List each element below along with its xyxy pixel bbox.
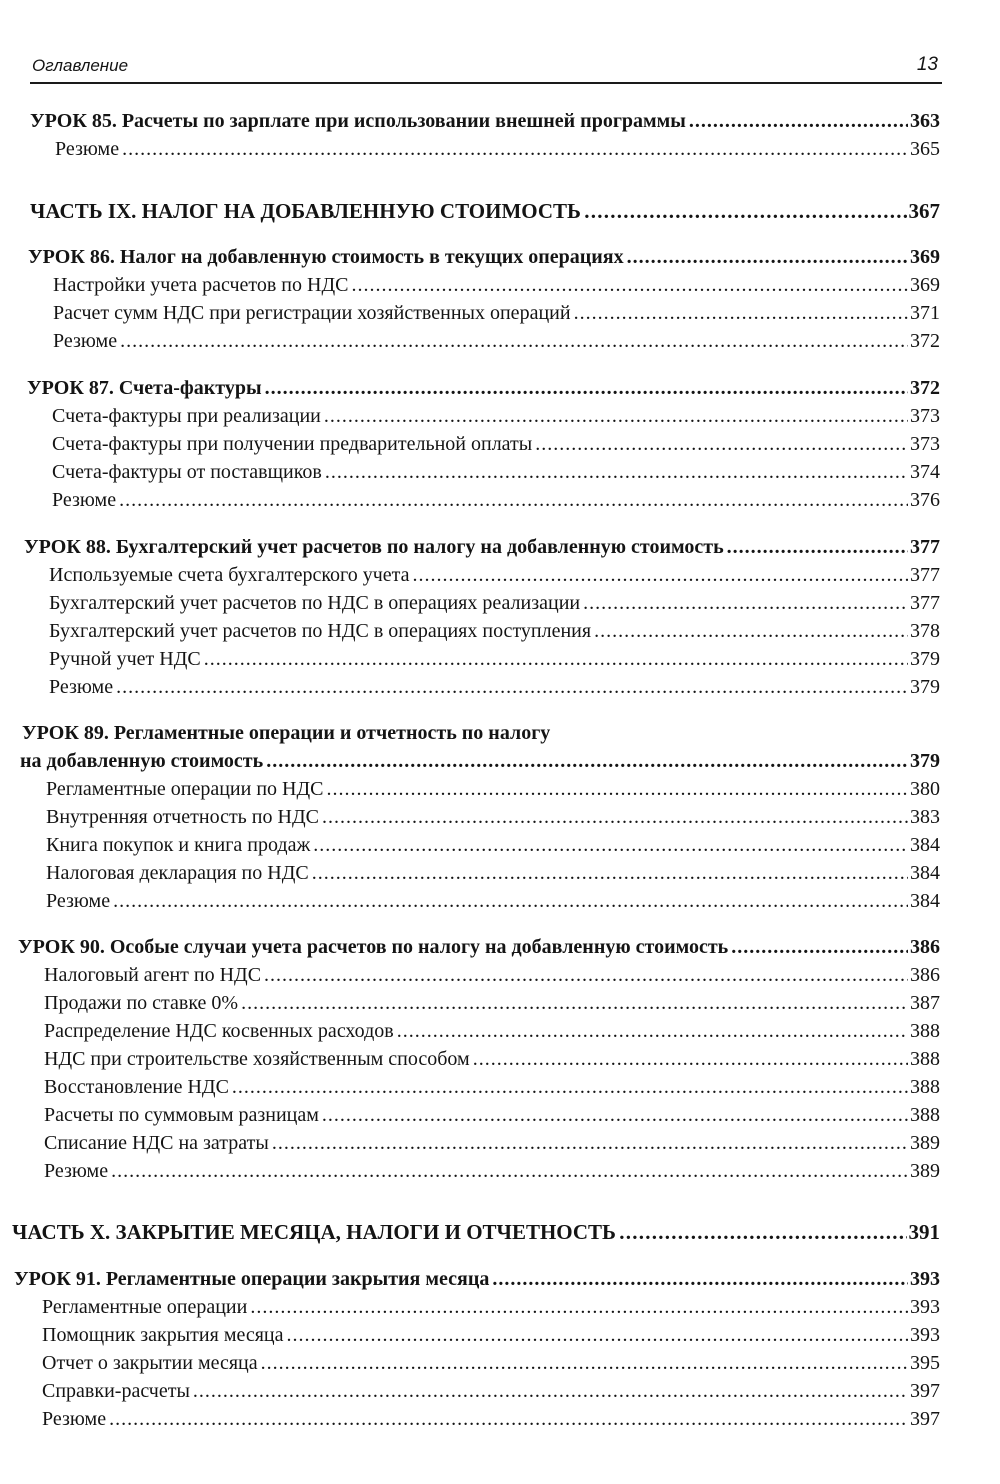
toc-section[interactable]	[44, 1017, 940, 1045]
toc-entry-title: Счета-фактуры при получении предварительной оплаты . . .	[52, 430, 940, 458]
toc-entry-page: 393	[908, 1293, 940, 1321]
toc-entry-title: УРОК 86. Налог на добавленную стоимость в текущих операциях . . .	[28, 243, 940, 271]
toc-entry-page: 387	[908, 989, 940, 1017]
toc-entry-page: 377	[908, 561, 940, 589]
toc-section[interactable]	[52, 486, 940, 514]
toc-entry-title: Счета-фактуры от поставщиков . . .	[52, 458, 940, 486]
toc-entry-page: 372	[908, 374, 940, 402]
toc-lesson-89[interactable]	[20, 747, 940, 775]
toc-section[interactable]	[42, 1349, 940, 1377]
toc-section[interactable]	[44, 1101, 940, 1129]
toc-section[interactable]	[44, 1129, 940, 1157]
toc-entry-page: 379	[908, 747, 940, 775]
toc-section[interactable]	[42, 1321, 940, 1349]
toc-entry-title: Справки-расчеты . . .	[42, 1377, 940, 1405]
toc-lesson-91[interactable]	[14, 1265, 940, 1293]
running-title: Оглавление	[32, 56, 129, 75]
toc-entry-title: УРОК 88. Бухгалтерский учет расчетов по налогу на добавленную стоимость . . .	[24, 533, 940, 561]
toc-entry-page: 365	[908, 135, 940, 163]
toc-entry-title: Восстановление НДС . . .	[44, 1073, 940, 1101]
toc-entry-title: Налоговый агент по НДС . . .	[44, 961, 940, 989]
toc-entry-title: на добавленную стоимость . . .	[20, 747, 940, 775]
toc-lesson-86[interactable]	[28, 243, 940, 271]
toc-entry-page: 388	[908, 1017, 940, 1045]
toc-entry-title: Книга покупок и книга продаж . . .	[46, 831, 940, 859]
toc-entry-page: 374	[908, 458, 940, 486]
toc-lesson-90[interactable]	[18, 933, 940, 961]
toc-entry-title: Регламентные операции . . .	[42, 1293, 940, 1321]
toc-entry-page: 397	[908, 1377, 940, 1405]
toc-entry-title: НДС при строительстве хозяйственным способом . . .	[44, 1045, 940, 1073]
toc-entry-title: Отчет о закрытии месяца . . .	[42, 1349, 940, 1377]
toc-entry-page: 395	[908, 1349, 940, 1377]
toc-entry-page: 384	[908, 859, 940, 887]
toc-entry-page: 379	[908, 673, 940, 701]
toc-section[interactable]	[46, 859, 940, 887]
toc-section[interactable]	[49, 617, 940, 645]
toc-entry-page: 384	[908, 887, 940, 915]
toc-entry-title: Расчет сумм НДС при регистрации хозяйственных операций . . .	[53, 299, 940, 327]
toc-part-9[interactable]	[30, 197, 940, 225]
toc-lesson-87[interactable]	[27, 374, 940, 402]
toc-entry-page: 369	[908, 271, 940, 299]
toc-entry-title: Продажи по ставке 0% . . .	[44, 989, 940, 1017]
toc-entry-page: 391	[908, 1220, 940, 1244]
toc-entry-title: Распределение НДС косвенных расходов . . .	[44, 1017, 940, 1045]
toc-entry-page: 386	[908, 961, 940, 989]
toc-entry-title: ЧАСТЬ IX. НАЛОГ НА ДОБАВЛЕННУЮ СТОИМОСТЬ . . .	[30, 197, 940, 225]
toc-entry-title: УРОК 85. Расчеты по зарплате при использовании внешней программы . . .	[30, 107, 940, 135]
toc-entry-title: Внутренняя отчетность по НДС . . .	[46, 803, 940, 831]
toc-entry-title: Резюме . . .	[55, 135, 940, 163]
toc-section[interactable]	[49, 673, 940, 701]
toc-entry-title: Резюме . . .	[49, 673, 940, 701]
toc-entry-page: 386	[908, 933, 940, 961]
toc-section[interactable]	[53, 299, 940, 327]
toc-entry-title: Резюме . . .	[42, 1405, 940, 1433]
toc-entry-title: Резюме . . .	[44, 1157, 940, 1185]
toc-section[interactable]	[44, 1157, 940, 1185]
toc-entry-page: 393	[908, 1321, 940, 1349]
toc-entry-title: Расчеты по суммовым разницам . . .	[44, 1101, 940, 1129]
toc-entry-title: Резюме . . .	[46, 887, 940, 915]
toc-entry-page: 388	[908, 1073, 940, 1101]
toc-section[interactable]	[53, 327, 940, 355]
toc-section[interactable]	[53, 271, 940, 299]
toc-entry-title: Резюме . . .	[52, 486, 940, 514]
toc-entry-title: Бухгалтерский учет расчетов по НДС в операциях реализации . . .	[49, 589, 940, 617]
toc-entry-page: 376	[908, 486, 940, 514]
toc-entry-page: 367	[908, 199, 940, 223]
toc-lesson-88[interactable]	[24, 533, 940, 561]
toc-entry-title: Резюме . . .	[53, 327, 940, 355]
toc-entry-page: 377	[908, 589, 940, 617]
toc-section[interactable]	[44, 1073, 940, 1101]
toc-entry-title: Ручной учет НДС . . .	[49, 645, 940, 673]
toc-entry-title: Помощник закрытия месяца . . .	[42, 1321, 940, 1349]
toc-entry-page: 389	[908, 1129, 940, 1157]
toc-entry-page: 384	[908, 831, 940, 859]
toc-entry-page: 389	[908, 1157, 940, 1185]
toc-entry-page: 373	[908, 402, 940, 430]
toc-entry-page: 363	[908, 107, 940, 135]
toc-entry-title: Списание НДС на затраты . . .	[44, 1129, 940, 1157]
toc-entry-page: 393	[908, 1265, 940, 1293]
toc-section[interactable]	[49, 589, 940, 617]
toc-entry-title: УРОК 87. Счета-фактуры . . .	[27, 374, 940, 402]
toc-section[interactable]	[42, 1405, 940, 1433]
toc-section[interactable]	[46, 775, 940, 803]
toc-section[interactable]	[46, 887, 940, 915]
toc-section[interactable]	[49, 561, 940, 589]
toc-section[interactable]	[46, 803, 940, 831]
page-number: 13	[916, 54, 938, 75]
toc-entry-page: 377	[908, 533, 940, 561]
toc-entry-title: УРОК 90. Особые случаи учета расчетов по налогу на добавленную стоимость . . .	[18, 933, 940, 961]
toc-entry-page: 388	[908, 1045, 940, 1073]
toc-entry-page: 373	[908, 430, 940, 458]
toc-entry-page: 388	[908, 1101, 940, 1129]
toc-section[interactable]	[42, 1293, 940, 1321]
toc-entry-title: Настройки учета расчетов по НДС . . .	[53, 271, 940, 299]
toc-lesson-85[interactable]	[30, 107, 940, 135]
toc-section[interactable]	[42, 1377, 940, 1405]
toc-entry-title: Регламентные операции по НДС . . .	[46, 775, 940, 803]
toc-entry-page: 369	[908, 243, 940, 271]
toc-section[interactable]	[44, 961, 940, 989]
toc-entry-page: 379	[908, 645, 940, 673]
toc-lesson-89-line1[interactable]: УРОК 89. Регламентные операции и отчетность по налогу	[22, 722, 551, 744]
toc-section[interactable]	[44, 1045, 940, 1073]
toc-section[interactable]	[49, 645, 940, 673]
toc-entry-page: 378	[908, 617, 940, 645]
toc-entry-page: 383	[908, 803, 940, 831]
toc-entry-page: 372	[908, 327, 940, 355]
toc-section[interactable]	[52, 430, 940, 458]
toc-section[interactable]	[46, 831, 940, 859]
toc-entry-title: Счета-фактуры при реализации . . .	[52, 402, 940, 430]
toc-section[interactable]	[44, 989, 940, 1017]
toc-entry-title: Используемые счета бухгалтерского учета . . .	[49, 561, 940, 589]
toc-section[interactable]	[52, 402, 940, 430]
toc-entry-title: Бухгалтерский учет расчетов по НДС в операциях поступления . . .	[49, 617, 940, 645]
toc-part-10[interactable]	[12, 1218, 940, 1246]
toc-entry-title: ЧАСТЬ X. ЗАКРЫТИЕ МЕСЯЦА, НАЛОГИ И ОТЧЕТНОСТЬ . . .	[12, 1218, 940, 1246]
toc-entry-title: Налоговая декларация по НДС . . .	[46, 859, 940, 887]
toc-entry-page: 380	[908, 775, 940, 803]
toc-entry-title: УРОК 91. Регламентные операции закрытия месяца . . .	[14, 1265, 940, 1293]
toc-entry-page: 371	[908, 299, 940, 327]
toc-section[interactable]	[55, 135, 940, 163]
toc-section[interactable]	[52, 458, 940, 486]
toc-entry-page: 397	[908, 1405, 940, 1433]
